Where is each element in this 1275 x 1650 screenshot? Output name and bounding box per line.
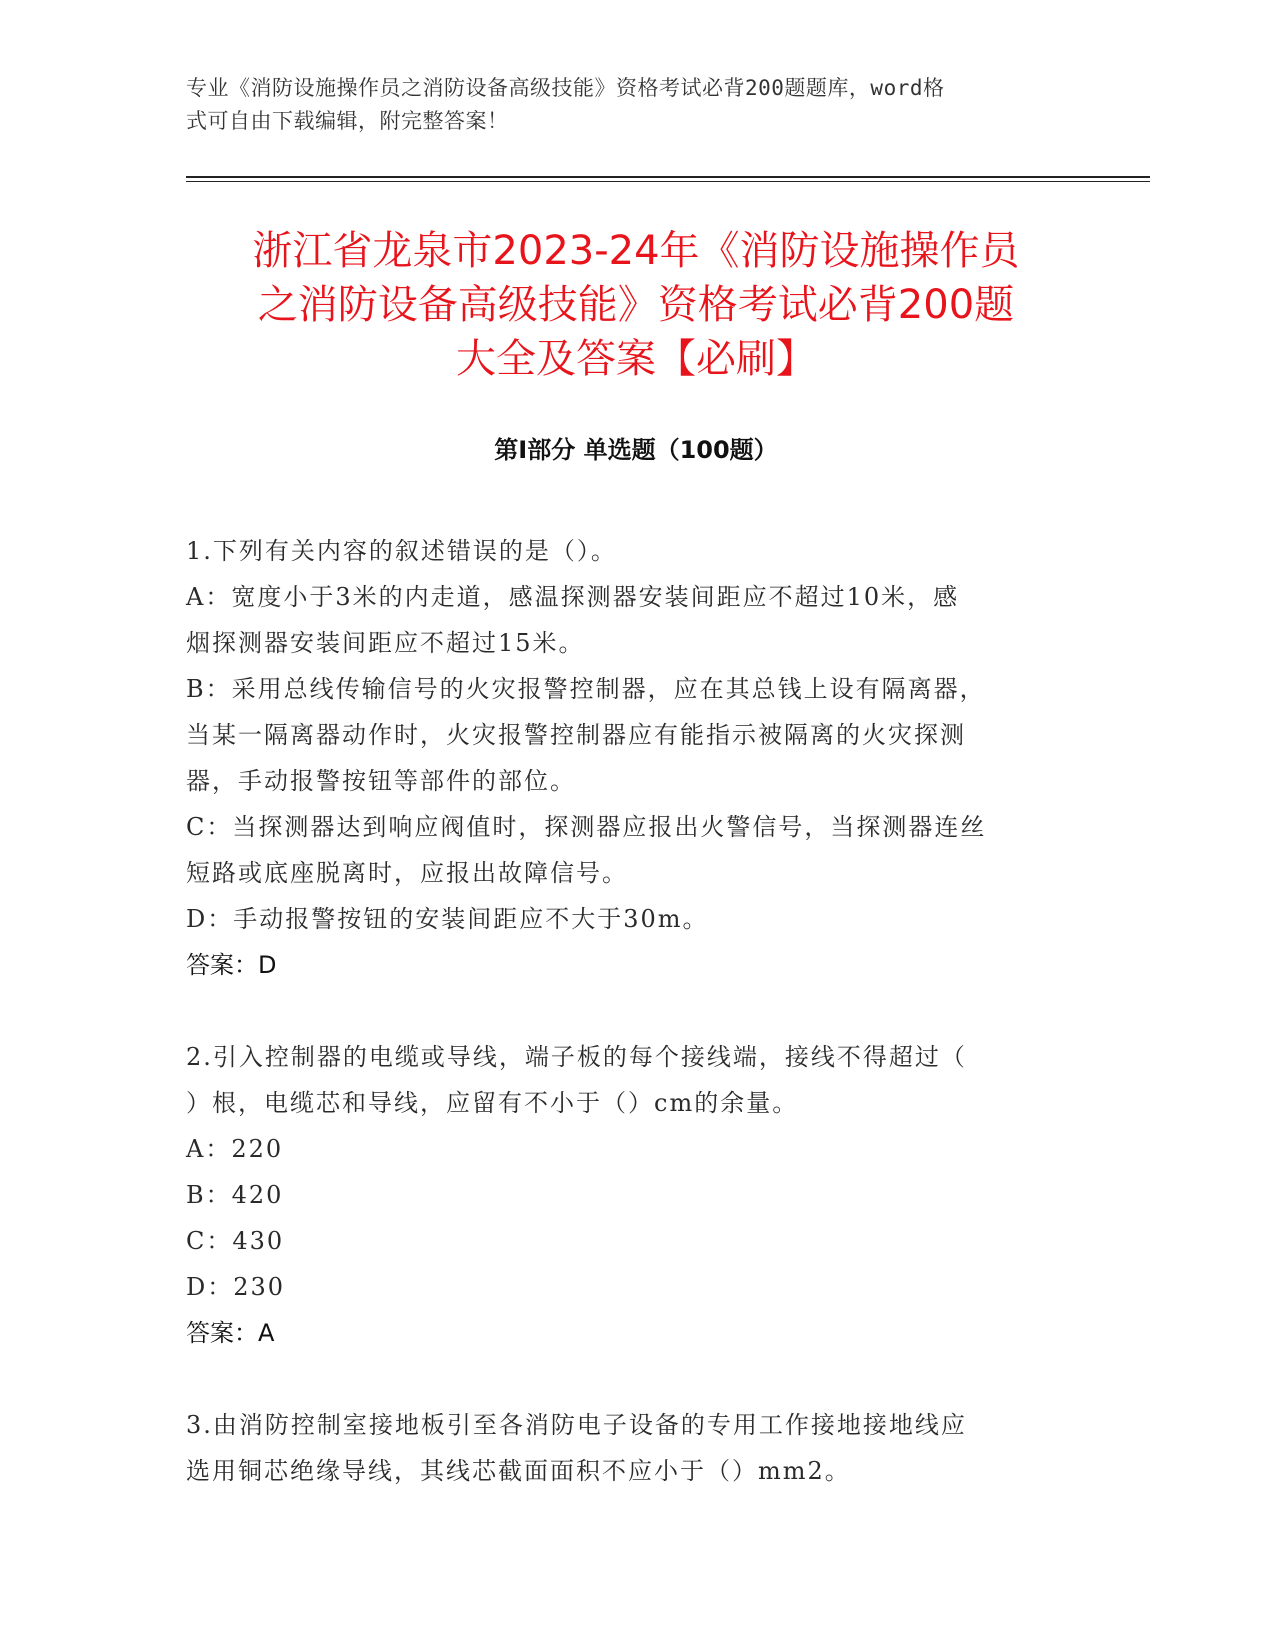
question-3: [186, 1402, 1086, 1494]
question-2-option-c: C：430: [186, 1227, 285, 1255]
document-title: [186, 224, 1086, 386]
section-title: 第Ⅰ部分 单选题（100题）: [494, 436, 778, 464]
question-3-stem-cont: 选用铜芯绝缘导线，其线芯截面面积不应小于（）mm2。: [186, 1457, 851, 1485]
question-2: [186, 1034, 1086, 1356]
header-divider-thick: [186, 176, 1150, 178]
question-1-option-a: A：宽度小于3米的内走道，感温探测器安装间距应不超过10米，感: [186, 583, 960, 611]
question-1-option-c-cont: 短路或底座脱离时，应报出故障信号。: [186, 859, 628, 887]
header-note: [186, 72, 1066, 138]
document-title-line-1: 浙江省龙泉市2023-24年《消防设施操作员: [252, 228, 1020, 274]
question-1-option-a-cont: 烟探测器安装间距应不超过15米。: [186, 629, 585, 657]
question-2-answer: 答案：A: [186, 1319, 275, 1347]
question-1-option-c: C：当探测器达到响应阀值时，探测器应报出火警信号，当探测器连丝: [186, 813, 987, 841]
document-title-line-2: 之消防设备高级技能》资格考试必背200题: [257, 282, 1015, 328]
header-note-line-2: 式可自由下载编辑，附完整答案！: [186, 109, 509, 133]
question-3-stem: 3.由消防控制室接地板引至各消防电子设备的专用工作接地接地线应: [186, 1411, 967, 1439]
header-note-line-1: 专业《消防设施操作员之消防设备高级技能》资格考试必背200题题库，word格: [186, 76, 945, 100]
question-1-answer: 答案：D: [186, 951, 277, 979]
question-2-option-a: A：220: [186, 1135, 284, 1163]
question-1: [186, 528, 1086, 988]
question-1-option-b-cont: 当某一隔离器动作时，火灾报警控制器应有能指示被隔离的火灾探测: [186, 721, 966, 749]
question-1-option-b-cont-2: 器，手动报警按钮等部件的部位。: [186, 767, 576, 795]
question-2-option-d: D：230: [186, 1273, 286, 1301]
question-2-option-b: B：420: [186, 1181, 284, 1209]
document-title-line-3: 大全及答案【必刷】: [456, 336, 816, 382]
question-2-stem-cont: ）根，电缆芯和导线，应留有不小于（）cm的余量。: [186, 1089, 799, 1117]
question-2-stem: 2.引入控制器的电缆或导线，端子板的每个接线端，接线不得超过（: [186, 1043, 967, 1071]
header-divider-thin: [186, 181, 1150, 182]
question-1-stem: 1.下列有关内容的叙述错误的是（）。: [186, 537, 617, 565]
question-1-option-b: B：采用总线传输信号的火灾报警控制器，应在其总钱上设有隔离器，: [186, 675, 986, 703]
question-1-option-d: D：手动报警按钮的安装间距应不大于30m。: [186, 905, 709, 933]
question-list: [186, 528, 1086, 1540]
